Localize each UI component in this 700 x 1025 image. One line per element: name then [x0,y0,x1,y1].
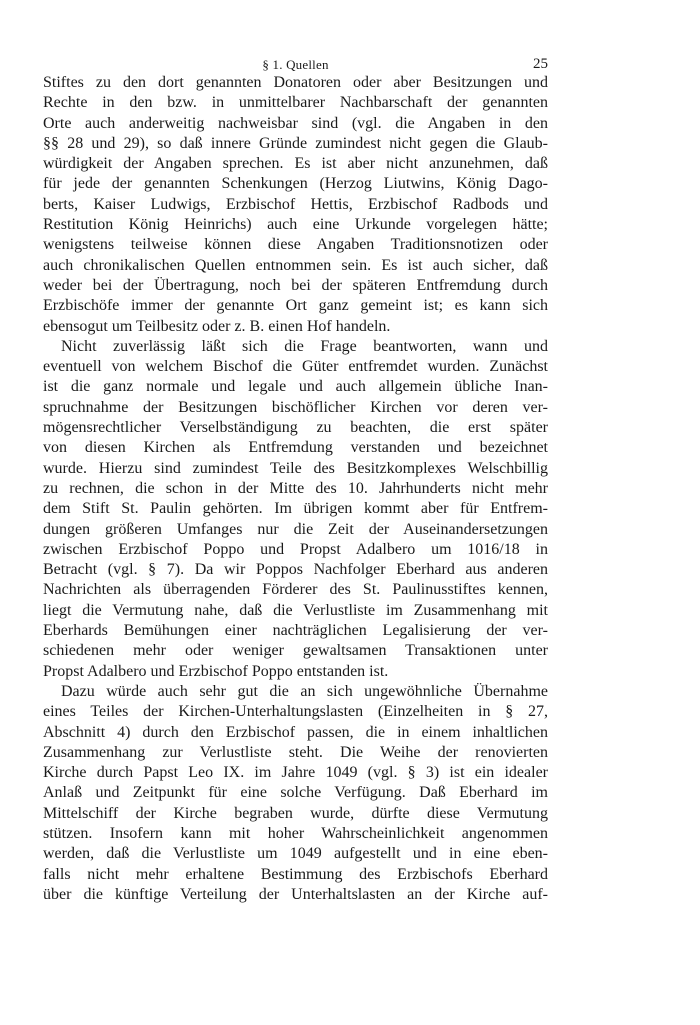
text-line: eines Teiles der Kirchen-Unterhaltungslasten (Einzelheiten in § 27, [43,703,548,721]
page-number: 25 [533,56,548,72]
paragraph [43,337,548,682]
text-line: zwischen Erzbischof Poppo und Propst Adalbero um 1016/18 in [43,540,548,558]
text-line: dungen größeren Umfanges nur die Zeit der Auseinandersetzungen [43,520,548,538]
text-line: Kirche durch Papst Leo IX. im Jahre 1049 (vgl. § 3) ist ein idealer [43,764,548,782]
text-line: weder bei der Übertragung, noch bei der späteren Entfremdung durch [43,276,548,294]
text-line: Mittelschiff der Kirche begraben wurde, dürfte diese Vermutung [43,804,548,822]
text-line: stützen. Insofern kann mit hoher Wahrscheinlichkeit angenommen [43,824,548,842]
text-line: Propst Adalbero und Erzbischof Poppo entstanden ist. [43,662,389,680]
text-line: berts, Kaiser Ludwigs, Erzbischof Hettis, Erzbischof Radbods und [43,195,548,213]
text-line: für jede der genannten Schenkungen (Herzog Liutwins, König Dago- [43,175,548,193]
text-line: falls nicht mehr erhaltene Bestimmung des Erzbischofs Eberhard [43,865,548,883]
text-line: Abschnitt 4) durch den Erzbischof passen, die in einem inhaltlichen [43,723,548,741]
text-line: werden, daß die Verlustliste um 1049 aufgestellt und in eine eben- [43,845,548,863]
text-line: zu rechnen, die schon in der Mitte des 10. Jahrhunderts nicht mehr [43,479,548,497]
text-line: Anlaß und Zeitpunkt für eine solche Verfügung. Daß Eberhard im [43,784,548,802]
text-line: Rechte in den bzw. in unmittelbarer Nachbarschaft der genannten [43,94,548,112]
text-line: §§ 28 und 29), so daß innere Gründe zumindest nicht gegen die Glaub- [43,134,548,152]
text-line: spruchnahme der Besitzungen bischöflicher Kirchen vor deren ver- [43,398,548,416]
text-line: liegt die Vermutung nahe, daß die Verlustliste im Zusammenhang mit [43,601,548,619]
section-title: § 1. Quellen [262,57,329,72]
text-line: ist die ganz normale und legale und auch allgemein übliche Inan- [43,378,548,396]
text-line: Stiftes zu den dort genannten Donatoren oder aber Besitzungen und [43,74,548,91]
text-line: über die künftige Verteilung der Unterhaltslasten an der Kirche auf- [43,885,548,903]
text-line: schiedenen mehr oder weniger gewaltsamen Transaktionen unter [43,642,548,660]
body-text [43,73,548,905]
text-line: Dazu würde auch sehr gut die an sich ungewöhnliche Übernahme [61,682,548,700]
text-line: Zusammenhang zur Verlustliste steht. Die Weihe der renovierten [43,743,548,761]
text-line: ebensogut um Teilbesitz oder z. B. einen Hof handeln. [43,317,391,335]
text-line: auch chronikalischen Quellen entnommen sein. Es ist auch sicher, daß [43,256,548,274]
paragraph [43,682,548,905]
text-line: eventuell von welchem Bischof die Güter entfremdet wurden. Zunächst [43,358,548,376]
text-line: Nicht zuverlässig läßt sich die Frage beantworten, wann und [61,337,548,355]
paragraph [43,73,548,337]
text-line: Orte auch anderweitig nachweisbar sind (vgl. die Angaben in den [43,114,548,132]
text-line: mögensrechtlicher Verselbständigung zu beachten, die erst später [43,419,548,437]
text-line: Betracht (vgl. § 7). Da wir Poppos Nachfolger Eberhard aus anderen [43,561,548,579]
text-line: dem Stift St. Paulin gehörten. Im übrigen kommt aber für Entfrem- [43,500,548,518]
text-line: von diesen Kirchen als Entfremdung verstanden und bezeichnet [43,439,548,457]
text-line: wenigstens teilweise können diese Angaben Traditionsnotizen oder [43,236,548,254]
text-line: Eberhards Bemühungen einer nachträglichen Legalisierung der ver- [43,622,548,640]
text-line: wurde. Hierzu sind zumindest Teile des Besitzkomplexes Welschbillig [43,459,548,477]
text-line: Restitution König Heinrichs) auch eine Urkunde vorgelegen hätte; [43,216,548,234]
text-line: Erzbischöfe immer der genannte Ort ganz gemeint ist; es kann sich [43,297,548,315]
text-line: Nachrichten als überragenden Förderer des St. Paulinusstiftes kennen, [43,581,548,599]
text-line: würdigkeit der Angaben sprechen. Es ist aber nicht anzunehmen, daß [43,155,548,173]
